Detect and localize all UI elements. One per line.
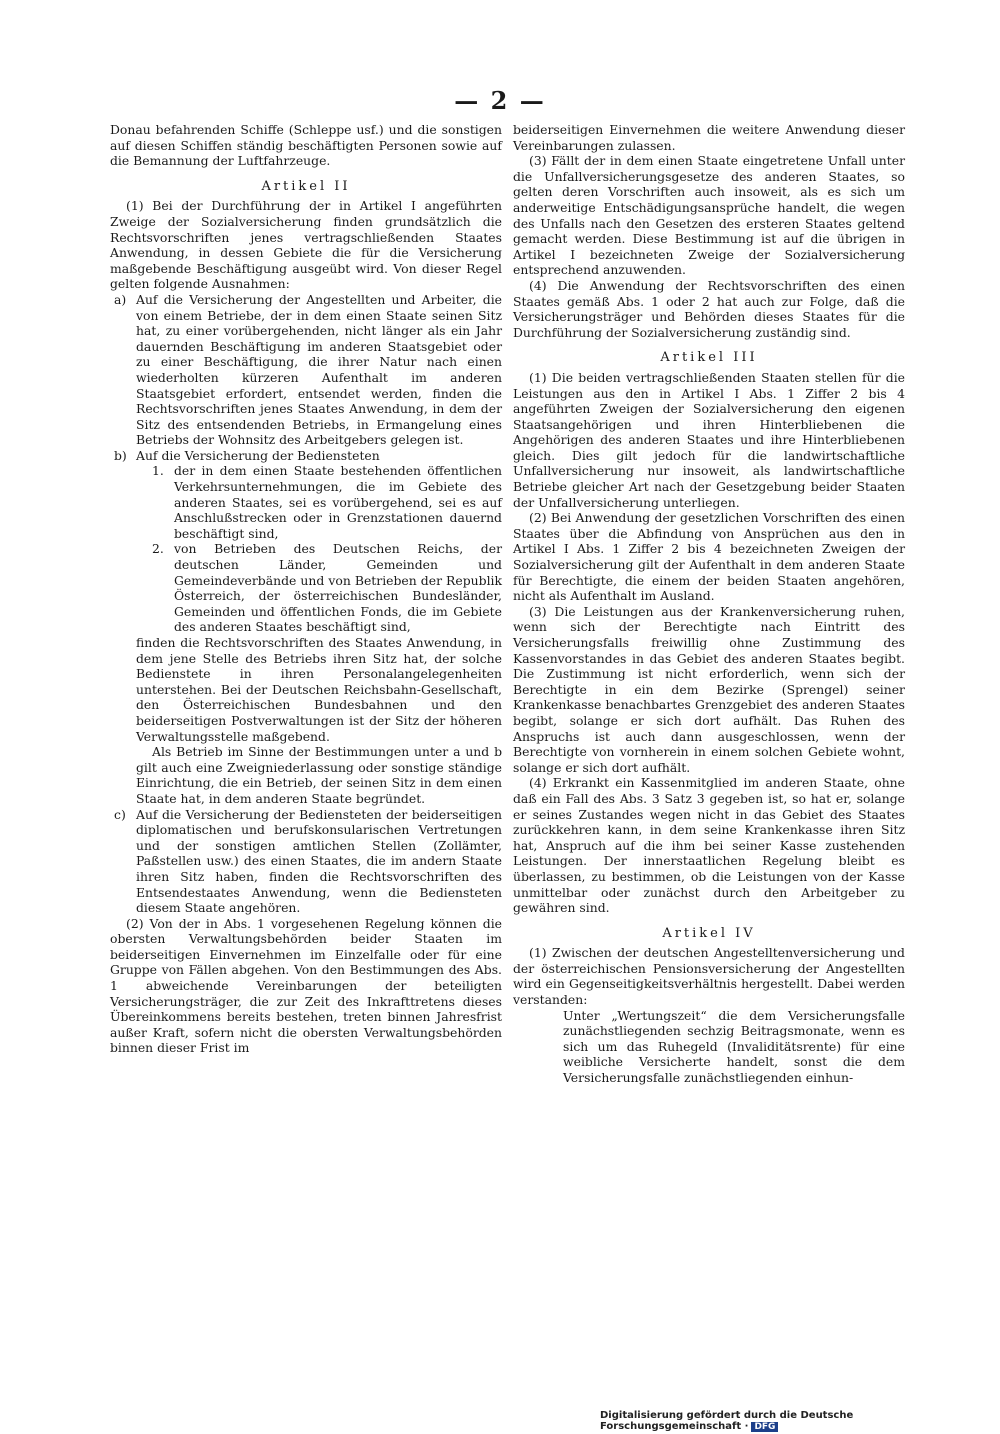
list-marker: b) [114, 447, 127, 463]
list-item-text: Auf die Versicherung der Angestellten und Arbeiter, die von einem Betriebe, der in dem einen Staate seinen Sitz hat, zu einer vorübergehenden, nicht länger als ein Jahr dauernden Beschäftigung im anderen Staatsgebiet oder zu einer Beschäftigung, die ihrer Natur nach einen wiederholten kürzeren Aufenthalt im anderen Staatsgebiet erfordert, entsendet werden, finden die Rechtsvorschriften jenes Staates Anwendung, in dem der Sitz des entsendenden Betriebs, in Ermangelung eines Betriebs der Wohnsitz des Arbeitgebers gelegen ist. [136, 291, 502, 448]
article-heading: Artikel II [261, 178, 351, 194]
sub-list-item [110, 463, 502, 541]
list-item-text: Auf die Versicherung der Bediensteten [136, 447, 380, 463]
list-item [110, 448, 502, 464]
list-item [110, 292, 502, 448]
paragraph: (3) Fällt der in dem einen Staate eingetretene Unfall unter die Unfallversicherungsgesetze des anderen Staates, so gelten deren Vorschriften auch insoweit, als es sich um anderweitige Entschädigungsansprüche handelt, die wegen des Unfalls nach den Gesetzen des ersteren Staates geltend gemacht werden. Diese Bestimmung ist auf die übrigen in Artikel I bezeichneten Zweige der Sozialversicherung entsprechend anzuwenden. [513, 153, 905, 278]
list-marker: c) [114, 806, 126, 822]
paragraph: (2) Bei Anwendung der gesetzlichen Vorschriften des einen Staates über die Abfindung von Ansprüchen aus den in Artikel I Abs. 1 Ziffer 2 bis 4 bezeichneten Zweigen der Sozialversicherung gilt der Aufenthalt in dem anderen Staate für Berechtigte, die einem der beiden Staaten angehören, nicht als Aufenthalt im Ausland. [513, 510, 905, 604]
left-column [110, 122, 502, 1056]
paragraph: Donau befahrenden Schiffe (Schleppe usf.) und die sonstigen auf diesen Schiffen ständig beschäftigten Personen sowie auf die Bemannung der Luftfahrzeuge. [110, 122, 502, 169]
article-heading: Artikel IV [662, 925, 756, 941]
dfg-logo: DFG [751, 1422, 778, 1432]
paragraph: (2) Von der in Abs. 1 vorgesehenen Regelung können die obersten Verwaltungsbehörden beider Staaten im beiderseitigen Einvernehmen im Einzelfalle oder für eine Gruppe von Fällen abgehen. Von den Bestimmungen des Abs. 1 abweichende Vereinbarungen der beteiligten Versicherungsträger, die zur Zeit des Inkrafttretens dieses Übereinkommens bereits bestehen, treten binnen Jahresfrist außer Kraft, sofern nicht die obersten Verwaltungsbehörden binnen dieser Frist im [110, 915, 502, 1056]
page-number: — 2 — [454, 86, 546, 115]
list-marker: 2. [152, 541, 164, 557]
paragraph: (3) Die Leistungen aus der Krankenversicherung ruhen, wenn sich der Berechtigte nach Eintritt des Versicherungsfalls freiwillig ohne Zustimmung des Kassenvorstandes in das Gebiet des anderen Staates begibt. Die Zustimmung ist nicht erforderlich, wenn sich der Berechtigte in ein dem Bezirke (Sprengel) seiner Krankenkasse benachbartes Grenzgebiet des anderen Staates begibt, solange er sich dort aufhält. Das Ruhen des Anspruchs ist auch dann ausgeschlossen, wenn der Berechtigte von vornherein in einem solchen Gebiete wohnt, solange er sich dort aufhält. [513, 603, 905, 775]
sub-list-item [110, 541, 502, 635]
footer-credit [600, 1410, 990, 1432]
paragraph: Als Betrieb im Sinne der Bestimmungen unter a und b gilt auch eine Zweigniederlassung oder sonstige ständige Einrichtung, die ein Betrieb, der seinen Sitz in dem einen Staate hat, in dem anderen Staate begründet. [136, 744, 502, 806]
list-marker: a) [114, 291, 127, 307]
list-item-text: von Betrieben des Deutschen Reichs, der deutschen Länder, Gemeinden und Gemeindeverbände und von Betrieben der Republik Österreich, der österreichischen Bundesländer, Gemeinden und öffentlichen Fonds, die im Gebiete des anderen Staates beschäftigt sind, [174, 541, 502, 635]
paragraph: beiderseitigen Einvernehmen die weitere Anwendung dieser Vereinbarungen zulassen. [513, 122, 905, 153]
paragraph: (4) Die Anwendung der Rechtsvorschriften des einen Staates gemäß Abs. 1 oder 2 hat auch zur Folge, daß die Versicherungsträger und Behörden dieses Staates für die Durchführung der Sozialversicherung zuständig sind. [513, 277, 905, 340]
list-marker: 1. [152, 463, 164, 479]
paragraph: (4) Erkrankt ein Kassenmitglied im anderen Staate, ohne daß ein Fall des Abs. 3 Satz 3 gegeben ist, so hat er, solange er seines Zustandes wegen nicht in das Gebiet des Staates zurückkehren kann, in dem seine Krankenkasse ihren Sitz hat, Anspruch auf die ihm bei seiner Kasse zustehenden Leistungen. Der innerstaatlichen Regelung bleibt es überlassen, zu bestimmen, ob die Leistungen von der Kasse unmittelbar oder zunächst durch den Arbeitgeber zu gewähren sind. [513, 775, 905, 916]
list-item-text: Auf die Versicherung der Bediensteten der beiderseitigen diplomatischen und berufskonsularischen Vertretungen und der sonstigen amtlichen Stellen (Zollämter, Paßstellen usw.) des einen Staates, die im andern Staate ihren Sitz haben, finden die Rechtsvorschriften des Entsendestaates Anwendung, wenn die Bediensteten diesem Staate angehören. [136, 806, 502, 916]
paragraph: (1) Bei der Durchführung der in Artikel I angeführten Zweige der Sozialversicherung finden grundsätzlich die Rechtsvorschriften jenes vertragschließenden Staates Anwendung, in dessen Gebiete die für die Versicherung maßgebende Beschäftigung ausgeübt wird. Von dieser Regel gelten folgende Ausnahmen: [110, 198, 502, 292]
list-item-text: der in dem einen Staate bestehenden öffentlichen Verkehrsunternehmungen, die im Gebiete des anderen Staates, sei es vorübergehend, sei es auf Anschlußstrecken oder in Grenzstationen dauernd beschäftigt sind, [174, 463, 502, 541]
footer-text: Digitalisierung gefördert durch die Deutsche Forschungsgemeinschaft · [600, 1410, 854, 1432]
paragraph: finden die Rechtsvorschriften des Staates Anwendung, in dem jene Stelle des Betriebs ihren Sitz hat, der solche Bedienstete in ihren Personalangelegenheiten unterstehen. Bei der Deutschen Reichsbahn-Gesellschaft, den Österreichischen Bundesbahnen und den beiderseitigen Postverwaltungen ist der Sitz der höheren Verwaltungsstelle maßgebend. [136, 635, 502, 744]
paragraph: (1) Zwischen der deutschen Angestelltenversicherung und der österreichischen Pensionsversicherung der Angestellten wird ein Gegenseitigkeitsverhältnis hergestellt. Dabei werden verstanden: [513, 945, 905, 1008]
paragraph: Unter „Wertungszeit“ die dem Versicherungsfalle zunächstliegenden sechzig Beitragsmonate, wenn es sich um das Ruhegeld (Invaliditätsrente) für eine weibliche Versicherte handelt, sonst die dem Versicherungsfalle zunächstliegenden einhun- [563, 1007, 905, 1086]
paragraph: (1) Die beiden vertragschließenden Staaten stellen für die Leistungen aus den in Artikel I Abs. 1 Ziffer 2 bis 4 angeführten Zweigen der Sozialversicherung den eigenen Staatsangehörigen und ihren Hinterbliebenen die Angehörigen des anderen Staates und ihre Hinterbliebenen gleich. Dies gilt jedoch für die landwirtschaftliche Unfallversicherung nur insoweit, als landwirtschaftliche Betriebe gleicher Art nach der Gesetzgebung beider Staaten der Unfallversicherung unterliegen. [513, 369, 905, 510]
right-column [513, 122, 905, 1086]
article-heading: Artikel III [660, 350, 758, 366]
list-item [110, 807, 502, 916]
